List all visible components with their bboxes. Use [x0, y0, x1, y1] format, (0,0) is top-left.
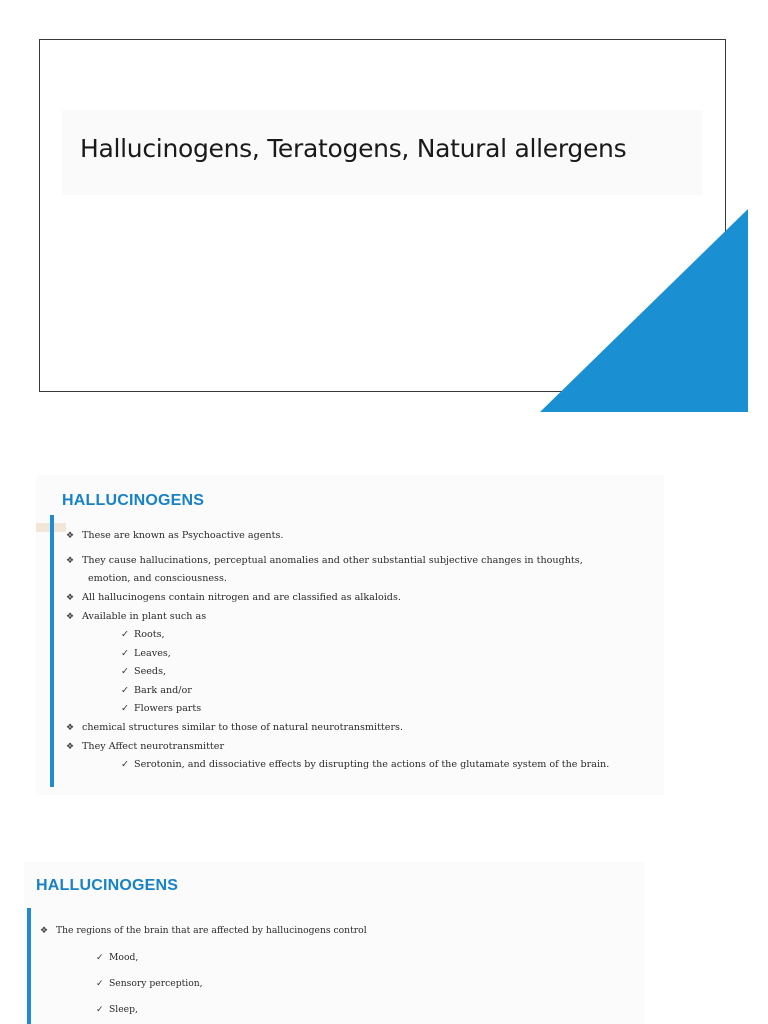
diamond-bullet-icon: ❖	[66, 612, 75, 622]
bullet-item: ❖ All hallucinogens contain nitrogen and are classified as alkaloids.	[66, 592, 401, 603]
check-icon: ✓	[121, 648, 130, 659]
check-item: ✓ Roots,	[121, 629, 165, 640]
bullet-item: ❖ They Affect neurotransmitter	[66, 741, 225, 752]
slide-heading: HALLUCINOGENS	[36, 877, 179, 894]
check-item: ✓ Sleep,	[96, 1004, 138, 1015]
bullet-item: ❖ chemical structures similar to those of natural neurotransmitters.	[66, 722, 404, 733]
check-item: ✓ Bark and/or	[121, 685, 192, 696]
bullet-item: ❖ The regions of the brain that are affected by hallucinogens control	[40, 925, 367, 936]
accent-triangle-shape	[540, 209, 748, 412]
diamond-bullet-icon: ❖	[40, 926, 49, 936]
bullet-continuation: emotion, and consciousness.	[88, 573, 227, 584]
slide-hallucinogens-1	[36, 475, 664, 795]
check-icon: ✓	[96, 952, 104, 963]
check-icon: ✓	[121, 685, 130, 696]
check-item: ✓ Mood,	[96, 952, 139, 963]
bullet-item: ❖ They cause hallucinations, perceptual anomalies and other substantial subjective changes in thoughts,	[66, 555, 583, 566]
diamond-bullet-icon: ❖	[66, 723, 75, 733]
check-icon: ✓	[121, 703, 130, 714]
slide-hallucinogens-2	[24, 862, 644, 1024]
diamond-bullet-icon: ❖	[66, 742, 75, 752]
check-icon: ✓	[121, 759, 130, 770]
diamond-bullet-icon: ❖	[66, 556, 75, 566]
accent-bar	[50, 515, 54, 787]
accent-triangle	[540, 209, 748, 412]
check-icon: ✓	[96, 1004, 104, 1015]
check-item: ✓ Flowers parts	[121, 703, 202, 714]
diamond-bullet-icon: ❖	[66, 531, 75, 541]
bullet-item: ❖ These are known as Psychoactive agents.	[66, 530, 284, 541]
check-icon: ✓	[96, 978, 104, 989]
accent-bar	[27, 908, 31, 1024]
check-item: ✓ Serotonin, and dissociative effects by disrupting the actions of the glutamate system of the brain.	[121, 759, 610, 770]
slide-title: Hallucinogens, Teratogens, Natural allergens	[80, 134, 627, 163]
check-item: ✓ Leaves,	[121, 648, 171, 659]
check-icon: ✓	[121, 666, 130, 677]
check-item: ✓ Sensory perception,	[96, 978, 203, 989]
slide-heading: HALLUCINOGENS	[62, 492, 205, 509]
diamond-bullet-icon: ❖	[66, 593, 75, 603]
bullet-item: ❖ Available in plant such as	[66, 611, 207, 622]
check-icon: ✓	[121, 629, 130, 640]
check-item: ✓ Seeds,	[121, 666, 167, 677]
